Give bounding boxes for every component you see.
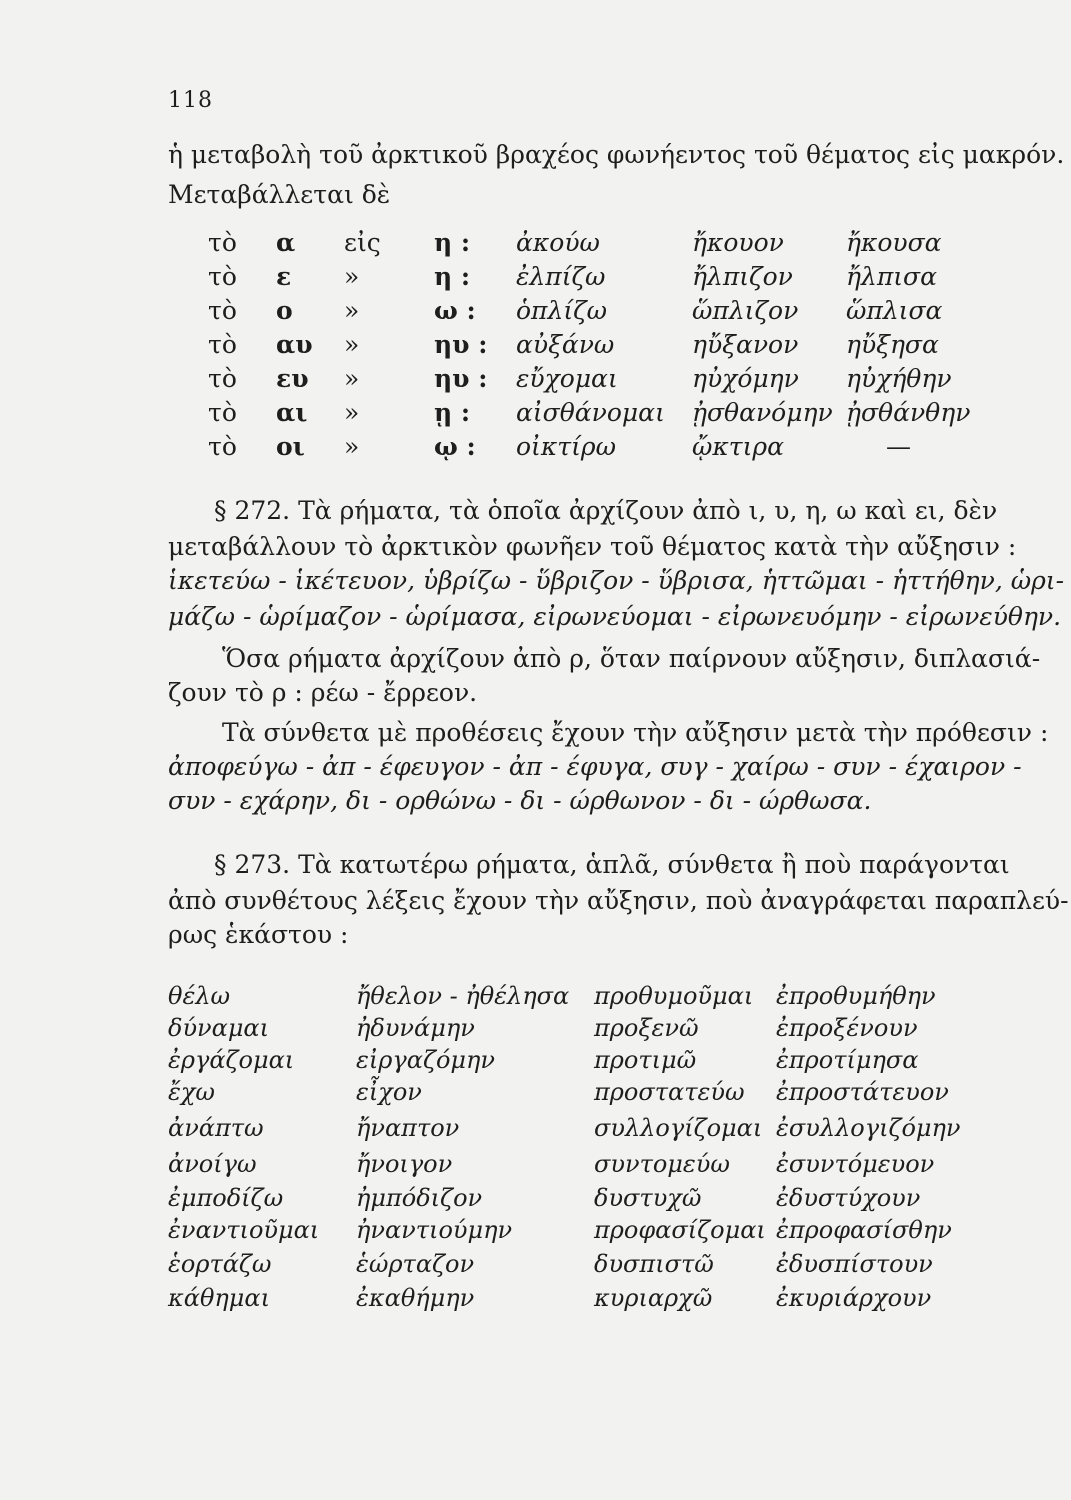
from-vowel: ε	[276, 262, 292, 291]
section-272-line-5: Ὅσα ρήματα ἀρχίζουν ἀπὸ ρ, ὅταν παίρνουν αὔξησιν, διπλασιά-	[222, 644, 1041, 673]
article: τὸ	[208, 330, 237, 359]
verb-augmented: ἠδυνάμην	[356, 1014, 475, 1042]
verb-present: συντομεύω	[594, 1150, 730, 1178]
verb-augmented: εἶχον	[356, 1078, 422, 1106]
from-vowel: ευ	[276, 364, 309, 393]
present-form: οἰκτίρω	[516, 432, 616, 461]
aorist-form: —	[886, 432, 911, 461]
article: τὸ	[208, 364, 237, 393]
verb-augmented: ἐκαθήμην	[356, 1284, 475, 1312]
verb-augmented: ἐπροστάτευον	[776, 1078, 949, 1106]
verb-augmented: ἠμπόδιζον	[356, 1184, 483, 1212]
from-vowel: αι	[276, 398, 308, 427]
verb-present: ἐμποδίζω	[168, 1184, 284, 1212]
from-vowel: α	[276, 228, 296, 257]
verb-present: προστατεύω	[594, 1078, 745, 1106]
aorist-form: ὥπλισα	[846, 296, 943, 325]
section-text: Τὰ ρήματα, τὰ ὁποῖα ἀρχίζουν ἀπὸ ι, υ, η, ω καὶ ει, δὲν	[298, 496, 998, 525]
article: τὸ	[208, 398, 237, 427]
aorist-form: ηὐχήθην	[846, 364, 952, 393]
verb-present: ἐναντιοῦμαι	[168, 1216, 320, 1244]
verb-present: συλλογίζομαι	[594, 1114, 763, 1142]
imperfect-form: ἤκουον	[692, 228, 784, 257]
verb-augmented: ἐπροθυμήθην	[776, 982, 936, 1010]
imperfect-form: ᾐσθανόμην	[692, 398, 833, 427]
section-272-line-4: μάζω - ὡρίμαζον - ὡρίμασα, εἰρωνεύομαι - εἰρωνευόμην - εἰρωνεύθην.	[168, 602, 1062, 631]
section-273-line-1	[214, 850, 1010, 879]
article: τὸ	[208, 296, 237, 325]
aorist-form: ἤλπισα	[846, 262, 938, 291]
verb-present: κάθημαι	[168, 1284, 270, 1312]
verb-present: προτιμῶ	[594, 1046, 697, 1074]
verb-present: ἀνοίγω	[168, 1150, 257, 1178]
section-272-line-9: συν - εχάρην, δι - ορθώνω - δι - ώρθωνον - δι - ώρθωσα.	[168, 786, 872, 815]
aorist-form: ηὔξησα	[846, 330, 939, 359]
page-number: 118	[168, 88, 213, 113]
verb-augmented: ἐσυλλογιζόμην	[776, 1114, 961, 1142]
imperfect-form: ὥπλιζον	[692, 296, 799, 325]
section-272-line-3: ἱκετεύω - ἱκέτευον, ὑβρίζω - ὕβριζον - ὕβρισα, ἡττῶμαι - ἡττήθην, ὡρι-	[168, 566, 1065, 595]
verb-present: προξενῶ	[594, 1014, 699, 1042]
verb-augmented: ἤθελον - ἠθέλησα	[356, 982, 570, 1010]
verb-present: προφασίζομαι	[594, 1216, 766, 1244]
to-vowel: ῳ :	[434, 432, 476, 461]
separator: εἰς	[344, 228, 381, 257]
to-vowel: η :	[434, 228, 471, 257]
present-form: ἀκούω	[516, 228, 600, 257]
verb-augmented: ἐδυσπίστουν	[776, 1250, 933, 1278]
verb-present: θέλω	[168, 982, 231, 1010]
separator: »	[344, 262, 360, 291]
verb-present: ἀνάπτω	[168, 1114, 264, 1142]
separator: »	[344, 398, 360, 427]
verb-augmented: εἰργαζόμην	[356, 1046, 495, 1074]
verb-present: δυστυχῶ	[594, 1184, 702, 1212]
intro-line-1: ἡ μεταβολὴ τοῦ ἀρκτικοῦ βραχέος φωνήεντος τοῦ θέματος εἰς μακρόν.	[168, 140, 1065, 169]
from-vowel: αυ	[276, 330, 313, 359]
section-number: § 273.	[214, 850, 291, 879]
separator: »	[344, 432, 360, 461]
verb-augmented: ἐπροξένουν	[776, 1014, 918, 1042]
present-form: εὔχομαι	[516, 364, 618, 393]
verb-augmented: ἑώρταζον	[356, 1250, 475, 1278]
verb-augmented: ἤνοιγον	[356, 1150, 453, 1178]
verb-augmented: ἠναντιούμην	[356, 1216, 513, 1244]
article: τὸ	[208, 228, 237, 257]
verb-augmented: ἐδυστύχουν	[776, 1184, 921, 1212]
section-272-line-7: Τὰ σύνθετα μὲ προθέσεις ἔχουν τὴν αὔξησιν μετὰ τὴν πρόθεσιν :	[222, 718, 1049, 747]
to-vowel: ῃ :	[434, 398, 471, 427]
to-vowel: η :	[434, 262, 471, 291]
verb-present: κυριαρχῶ	[594, 1284, 713, 1312]
present-form: ὁπλίζω	[516, 296, 608, 325]
verb-present: ἑορτάζω	[168, 1250, 272, 1278]
separator: »	[344, 364, 360, 393]
imperfect-form: ᾤκτιρα	[692, 432, 784, 461]
present-form: αἰσθάνομαι	[516, 398, 665, 427]
verb-augmented: ἐπροτίμησα	[776, 1046, 919, 1074]
verb-present: προθυμοῦμαι	[594, 982, 754, 1010]
verb-present: δύναμαι	[168, 1014, 270, 1042]
section-272-line-8: ἀποφεύγω - ἀπ - έφευγον - ἀπ - έφυγα, συγ - χαίρω - συν - έχαιρον -	[168, 752, 1022, 781]
verb-augmented: ἐκυριάρχουν	[776, 1284, 932, 1312]
to-vowel: ηυ :	[434, 364, 488, 393]
aorist-form: ἤκουσα	[846, 228, 942, 257]
present-form: αὐξάνω	[516, 330, 615, 359]
verb-augmented: ἐπροφασίσθην	[776, 1216, 952, 1244]
section-text: Τὰ κατωτέρω ρήματα, ἁπλᾶ, σύνθετα ἢ ποὺ παράγονται	[298, 850, 1010, 879]
separator: »	[344, 296, 360, 325]
imperfect-form: ηὔξανον	[692, 330, 799, 359]
aorist-form: ᾐσθάνθην	[846, 398, 971, 427]
verb-augmented: ἤναπτον	[356, 1114, 460, 1142]
verb-augmented: ἐσυντόμευον	[776, 1150, 935, 1178]
section-273-line-2: ἀπὸ συνθέτους λέξεις ἔχουν τὴν αὔξησιν, ποὺ ἀναγράφεται παραπλεύ-	[168, 886, 1069, 915]
to-vowel: ω :	[434, 296, 476, 325]
section-272-line-2: μεταβάλλουν τὸ ἀρκτικὸν φωνῆεν τοῦ θέματος κατὰ τὴν αὔξησιν :	[168, 532, 1017, 561]
from-vowel: ο	[276, 296, 293, 325]
verb-present: ἔχω	[168, 1078, 215, 1106]
from-vowel: οι	[276, 432, 305, 461]
section-272-line-6: ζουν τὸ ρ : ρέω - ἔρρεον.	[168, 678, 478, 707]
separator: »	[344, 330, 360, 359]
imperfect-form: ηὐχόμην	[692, 364, 799, 393]
intro-line-2: Μεταβάλλεται δὲ	[168, 180, 391, 209]
present-form: ἐλπίζω	[516, 262, 606, 291]
section-272-line-1	[214, 496, 998, 525]
verb-present: ἐργάζομαι	[168, 1046, 295, 1074]
article: τὸ	[208, 432, 237, 461]
article: τὸ	[208, 262, 237, 291]
verb-present: δυσπιστῶ	[594, 1250, 714, 1278]
to-vowel: ηυ :	[434, 330, 488, 359]
section-number: § 272.	[214, 496, 291, 525]
imperfect-form: ἤλπιζον	[692, 262, 793, 291]
section-273-line-3: ρως ἑκάστου :	[168, 920, 349, 949]
